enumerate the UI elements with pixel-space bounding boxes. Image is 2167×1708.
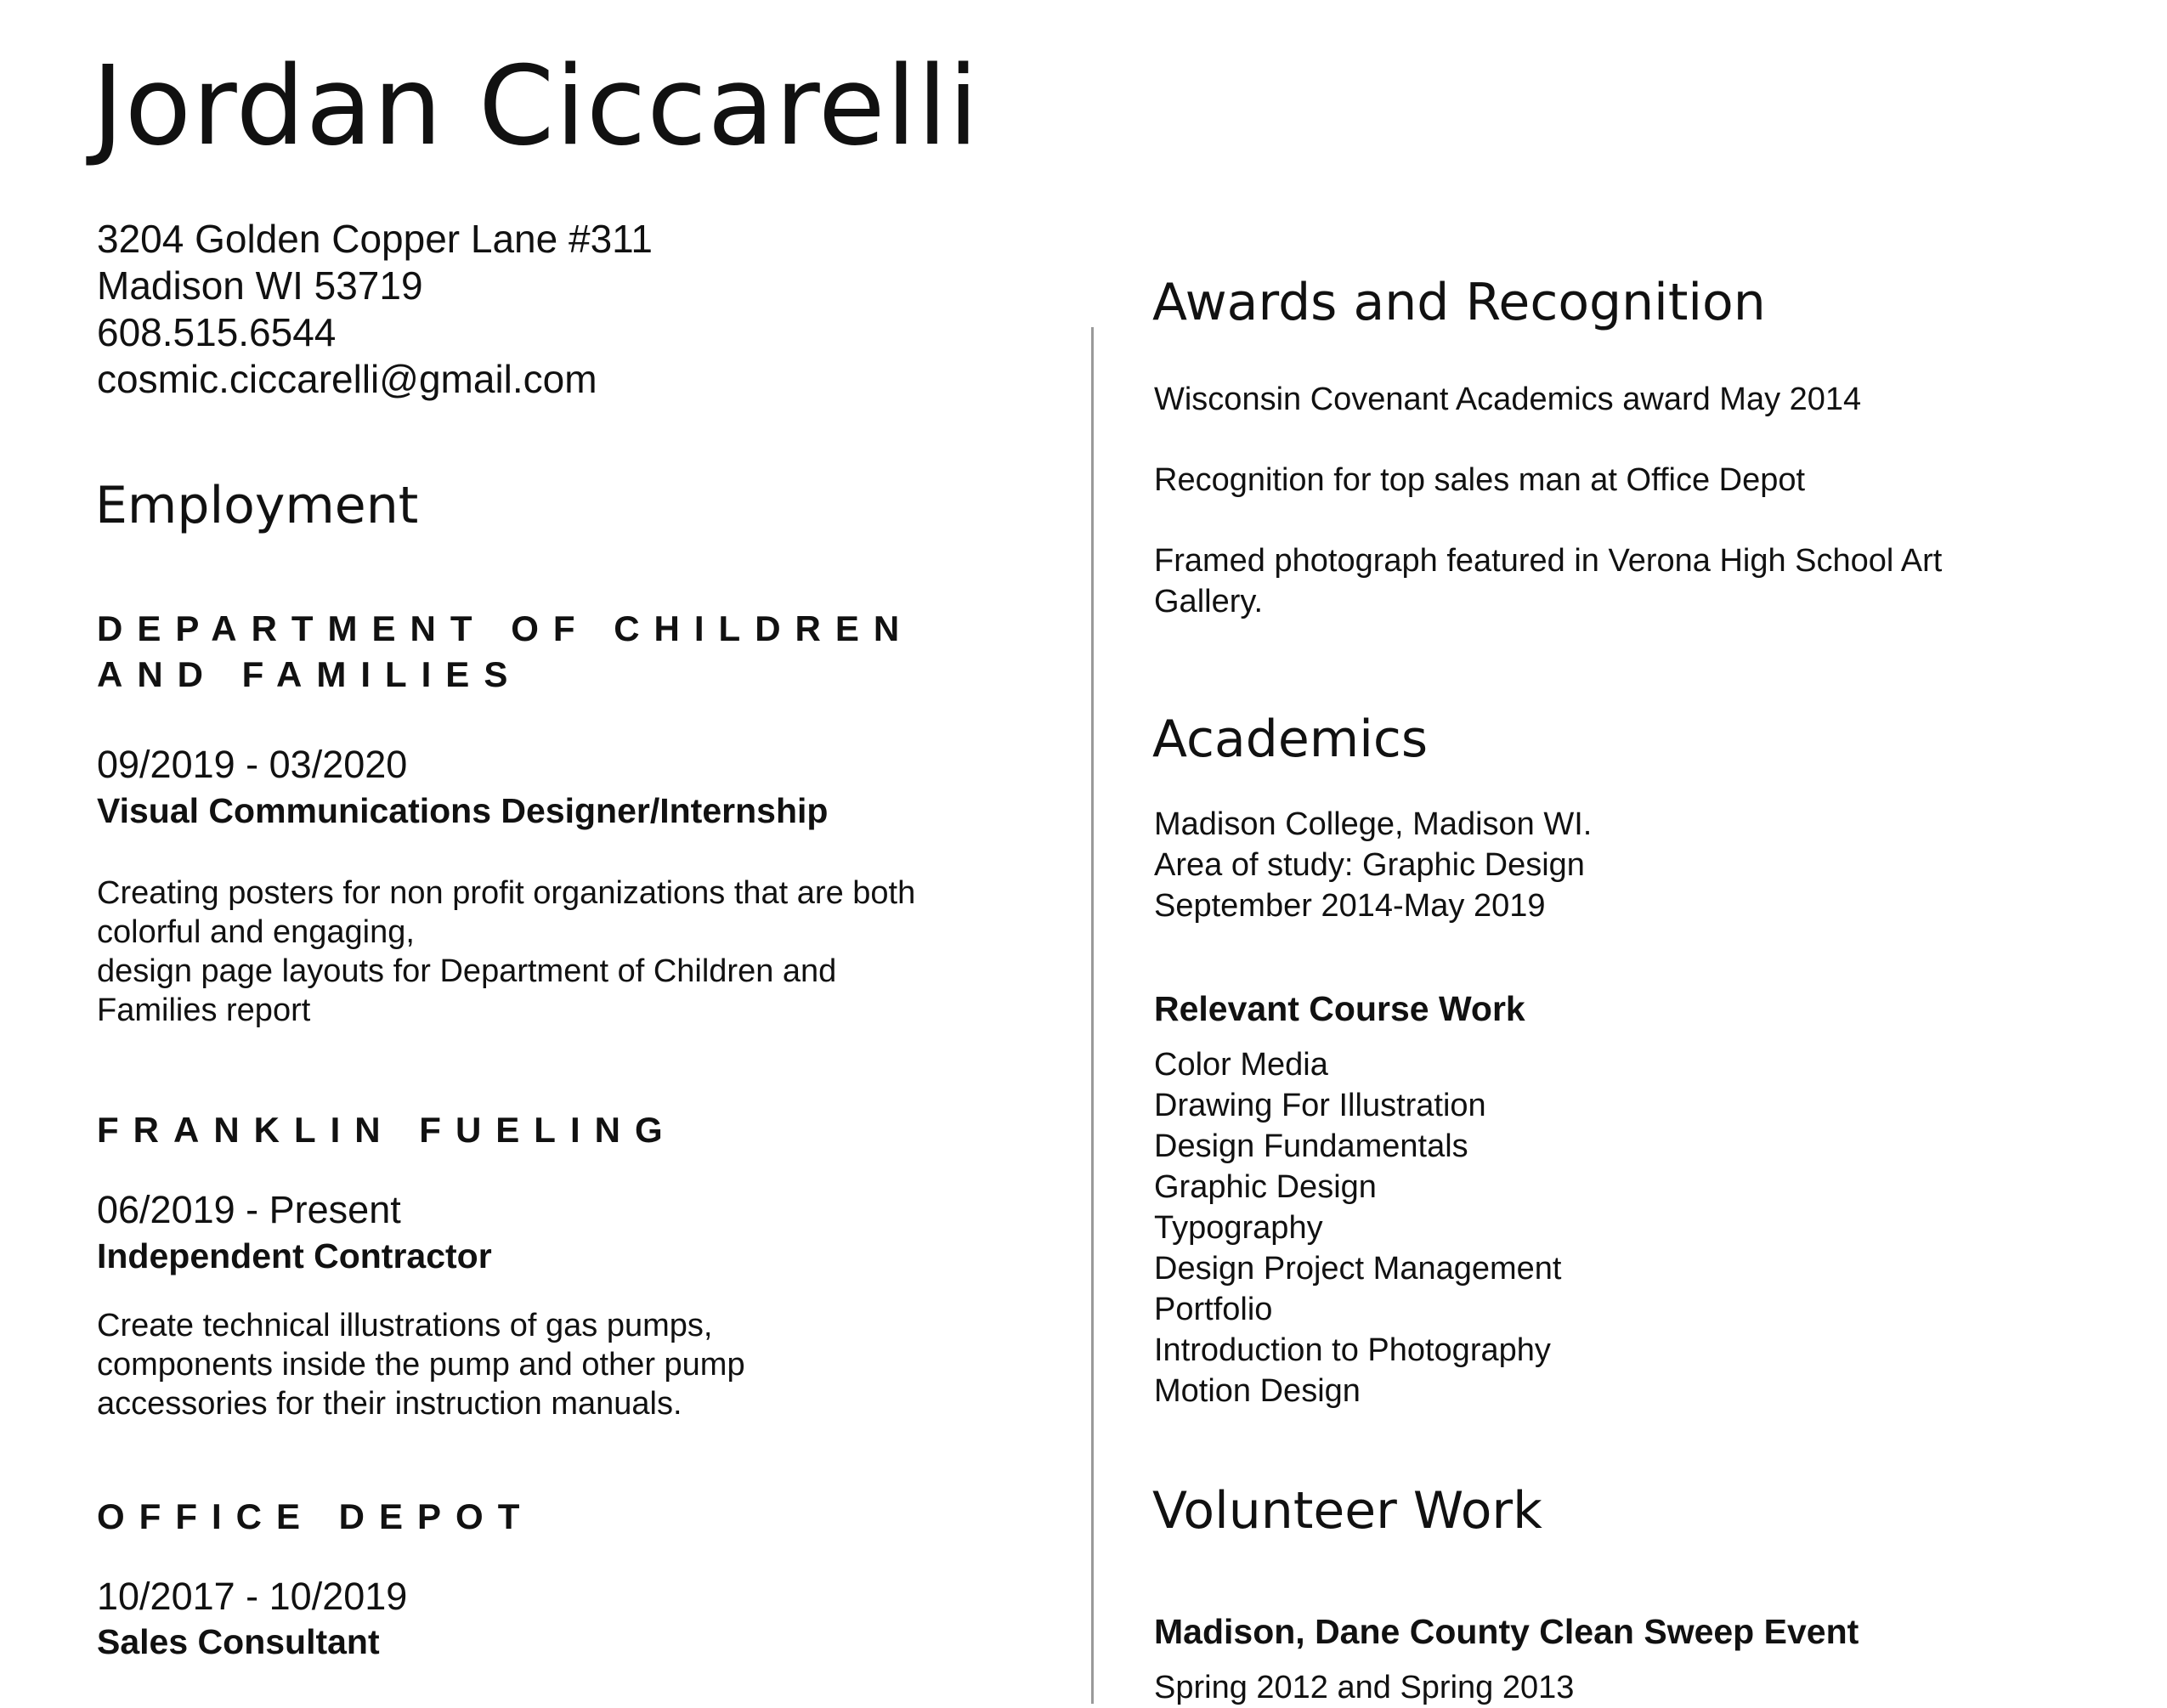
- course-item: Design Fundamentals: [1154, 1128, 1468, 1164]
- job-description: [97, 1306, 998, 1423]
- course-item: Design Project Management: [1154, 1251, 1562, 1287]
- job-role: Visual Communications Designer/Internship: [97, 791, 829, 830]
- description-line: colorful and engaging,: [97, 914, 415, 950]
- course-item: Typography: [1154, 1210, 1323, 1246]
- course-item: Graphic Design: [1154, 1169, 1377, 1205]
- company-name: [97, 1494, 955, 1540]
- course-item: Motion Design: [1154, 1373, 1361, 1409]
- job-description: [97, 874, 998, 1030]
- company-name: [97, 606, 955, 698]
- job-role: Sales Consultant: [97, 1622, 380, 1661]
- address-line-1: 3204 Golden Copper Lane #311: [97, 217, 653, 261]
- contact-info: [97, 216, 653, 403]
- academics-heading: Academics: [1152, 710, 1429, 769]
- volunteer-dates: Spring 2012 and Spring 2013: [1154, 1670, 1575, 1705]
- company-name-line-1: DEPARTMENT OF CHILDREN: [97, 608, 914, 648]
- academics-line: Madison College, Madison WI.: [1154, 806, 1593, 842]
- course-item: Introduction to Photography: [1154, 1332, 1551, 1368]
- volunteer-heading: Volunteer Work: [1152, 1481, 1542, 1541]
- awards-heading: Awards and Recognition: [1152, 273, 1766, 332]
- company-name: [97, 1107, 955, 1153]
- job-dates: 10/2017 - 10/2019: [97, 1575, 408, 1618]
- description-line: design page layouts for Department of Children and: [97, 953, 837, 989]
- description-line: Create technical illustrations of gas pumps,: [97, 1308, 713, 1343]
- volunteer-event: Madison, Dane County Clean Sweep Event: [1154, 1612, 1859, 1651]
- job-role: Independent Contractor: [97, 1236, 492, 1275]
- course-item: Color Media: [1154, 1047, 1328, 1083]
- course-list: [1154, 1044, 1561, 1411]
- column-divider: [1091, 327, 1094, 1704]
- award-item: Wisconsin Covenant Academics award May 2014: [1154, 382, 1862, 417]
- course-item: Drawing For Illustration: [1154, 1088, 1486, 1123]
- job-dates: 06/2019 - Present: [97, 1188, 401, 1231]
- email-address: cosmic.ciccarelli@gmail.com: [97, 357, 597, 401]
- award-item: Gallery.: [1154, 584, 1264, 619]
- course-item: Portfolio: [1154, 1292, 1273, 1327]
- award-item: Recognition for top sales man at Office Depot: [1154, 462, 1806, 498]
- academics-line: Area of study: Graphic Design: [1154, 847, 1585, 883]
- description-line: Families report: [97, 993, 311, 1028]
- company-name-line-1: FRANKLIN FUELING: [97, 1110, 677, 1150]
- company-name-line-2: AND FAMILIES: [97, 654, 523, 694]
- coursework-heading: Relevant Course Work: [1154, 989, 1525, 1028]
- company-name-line-1: OFFICE DEPOT: [97, 1496, 535, 1536]
- address-line-2: Madison WI 53719: [97, 263, 423, 308]
- description-line: components inside the pump and other pump: [97, 1347, 745, 1383]
- academics-line: September 2014-May 2019: [1154, 888, 1546, 924]
- employment-heading: Employment: [95, 476, 419, 535]
- job-dates: 09/2019 - 03/2020: [97, 743, 408, 786]
- academics-details: [1154, 804, 1592, 926]
- description-line: accessories for their instruction manuals.: [97, 1386, 682, 1422]
- phone-number: 608.515.6544: [97, 310, 337, 354]
- award-item: Framed photograph featured in Verona High School Art: [1154, 543, 1943, 579]
- applicant-name: Jordan Ciccarelli: [92, 43, 980, 170]
- description-line: Creating posters for non profit organizations that are both: [97, 875, 916, 911]
